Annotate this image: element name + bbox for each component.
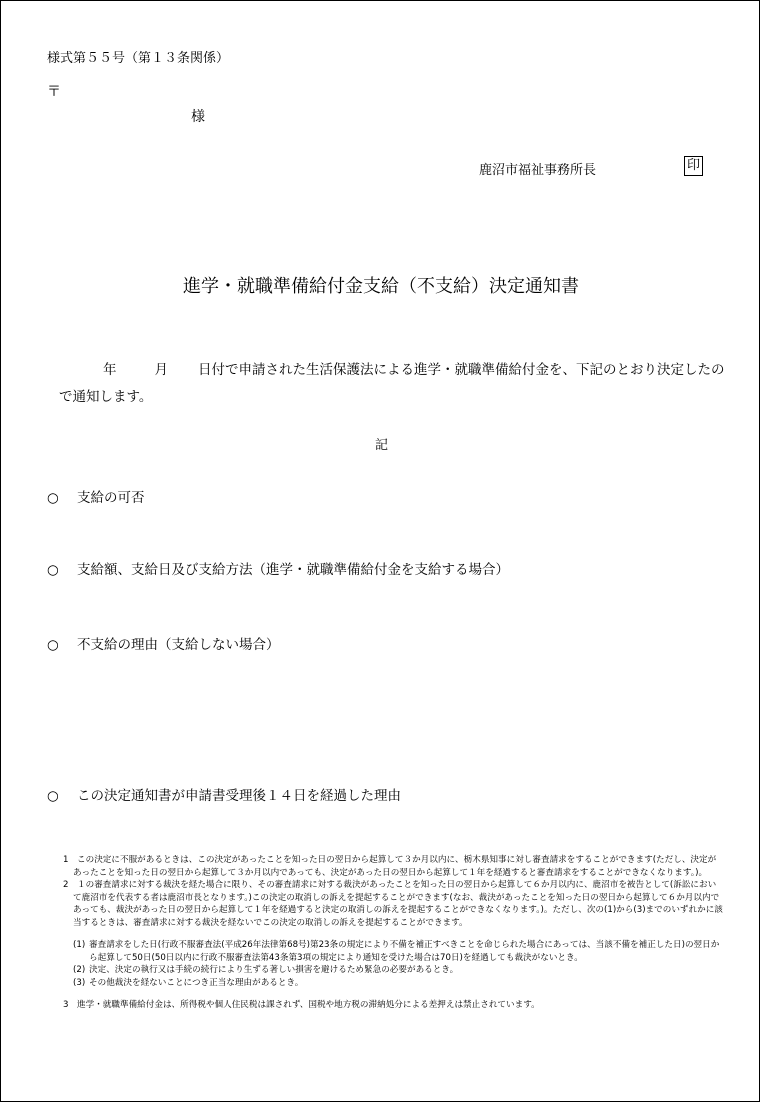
body-month: 月 bbox=[154, 362, 168, 378]
item-nonpayment-reason bbox=[47, 633, 280, 653]
circle-bullet-icon: ○ bbox=[47, 562, 59, 578]
note-number: 2 bbox=[63, 880, 69, 890]
circle-bullet-icon: ○ bbox=[47, 788, 59, 804]
document-title: 進学・就職準備給付金支給（不支給）決定通知書 bbox=[183, 276, 579, 297]
subnote-2 bbox=[73, 964, 723, 977]
postal-mark: 〒 bbox=[47, 84, 61, 100]
ki-heading: 記 bbox=[375, 438, 389, 453]
note-text: 進学・就職準備給付金は、所得税や個人住民税は課されず、国税や地方税の滞納処分による差押えは禁止されています。 bbox=[77, 1000, 540, 1010]
subnotes-list bbox=[73, 939, 723, 989]
note-number: 1 bbox=[63, 855, 69, 865]
note-text: この決定に不服があるときは、この決定があったことを知った日の翌日から起算して３か月以内に、栃木県知事に対し審査請求をすることができます(ただし、決定があったことを知った日の翌日から起算して３か月以内であっても、決定があった日の翌日から起算して１年を経過すると審査請求をすることができなくなります。)。 bbox=[73, 855, 717, 878]
body-text-rest: 日付で申請された生活保護法による進学・就職準備給付金を、下記のとおり決定したので通知します。 bbox=[59, 362, 725, 405]
seal-mark: 印 bbox=[684, 156, 703, 176]
subnote-3 bbox=[73, 977, 723, 990]
item-label: この決定通知書が申請書受理後１４日を経過した理由 bbox=[77, 788, 401, 804]
subnote-number: (2) bbox=[73, 965, 86, 975]
note-text: １の審査請求に対する裁決を経た場合に限り、その審査請求に対する裁決があったことを知った日の翌日から起算して６か月以内に、鹿沼市を被告として(訴訟において鹿沼市を代表する者は鹿沼市長となります。)この決定の取消しの訴えを提起することができます(なお、裁決があったことを知った日の翌日から起算して６か月以内であっても、裁決があった日の翌日から起算して１年を経過すると決定の取消しの訴えを提起することができなくなります。)。ただし、次の(1)から(3)までのいずれかに該当するときは、審査請求に対する裁決を経ないでこの決定の取消しの訴えを提起することができます。 bbox=[73, 880, 723, 928]
note-number: 3 bbox=[63, 1000, 69, 1010]
subnote-text: 審査請求をした日(行政不服審査法(平成26年法律第68号)第23条の規定により不備を補正すべきことを命じられた場合にあっては、当該不備を補正した日)の翌日から起算して50日(50日以内に行政不服審査法第43条第3項の規定により通知を受けた場合は70日)を経過しても裁決がないとき。 bbox=[89, 940, 720, 963]
notes-section bbox=[63, 854, 723, 1012]
subnote-text: その他裁決を経ないことにつき正当な理由があるとき。 bbox=[89, 977, 304, 988]
subnote-number: (1) bbox=[73, 940, 86, 950]
item-payment-amount bbox=[47, 558, 509, 578]
issuer-name: 鹿沼市福祉事務所長 bbox=[479, 163, 597, 178]
circle-bullet-icon: ○ bbox=[47, 637, 59, 653]
circle-bullet-icon: ○ bbox=[47, 490, 59, 506]
note-1 bbox=[63, 854, 723, 879]
item-payment-decision bbox=[47, 486, 145, 506]
note-2 bbox=[63, 879, 723, 929]
item-label: 支給の可否 bbox=[77, 490, 145, 506]
form-number: 様式第５５号（第１３条関係） bbox=[47, 51, 230, 66]
body-paragraph bbox=[59, 357, 725, 411]
item-label: 不支給の理由（支給しない場合） bbox=[77, 637, 280, 653]
item-label: 支給額、支給日及び支給方法（進学・就職準備給付金を支給する場合） bbox=[77, 562, 509, 578]
recipient-suffix: 様 bbox=[191, 109, 205, 125]
subnote-number: (3) bbox=[73, 977, 86, 988]
subnote-1 bbox=[73, 939, 723, 964]
note-3 bbox=[63, 999, 723, 1012]
item-delay-reason bbox=[47, 784, 401, 804]
subnote-text: 決定、決定の執行又は手続の続行により生ずる著しい損害を避けるため緊急の必要があるとき。 bbox=[89, 965, 459, 975]
body-year: 年 bbox=[103, 362, 117, 378]
